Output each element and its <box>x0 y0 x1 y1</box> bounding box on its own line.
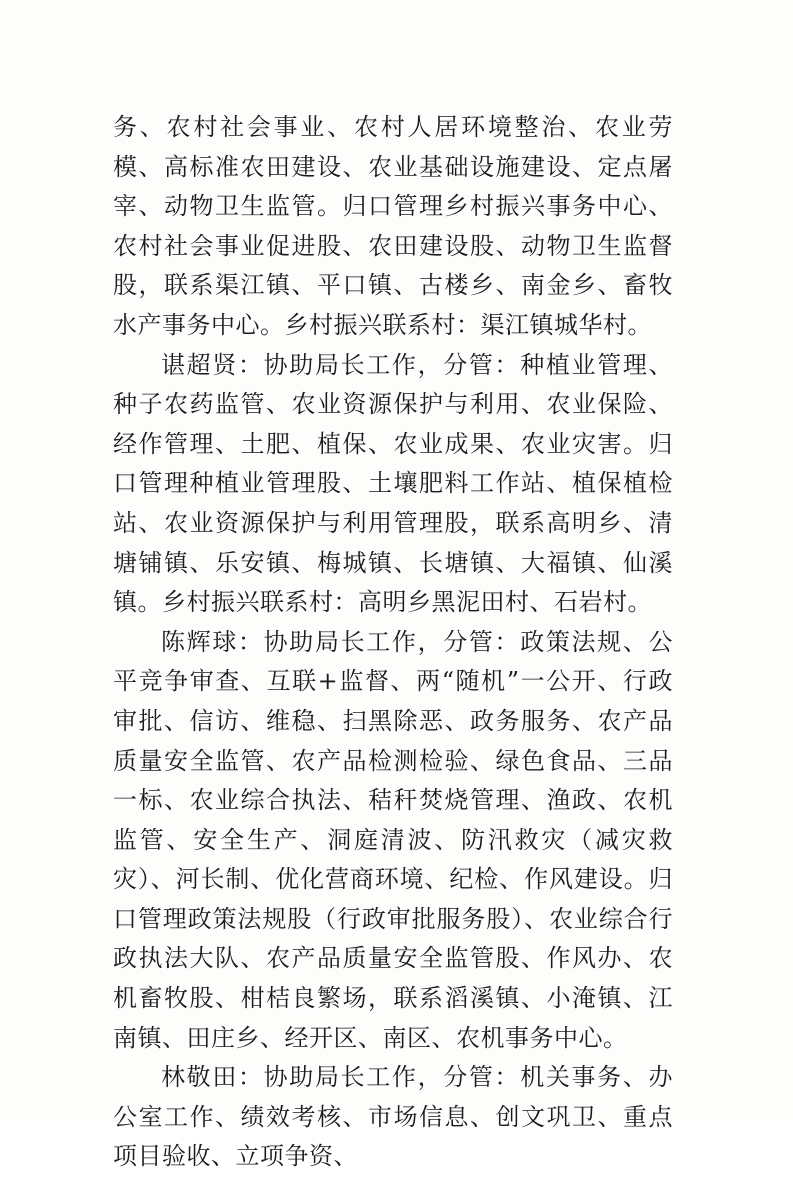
paragraph-chen-huiqiu: 陈辉球：协助局长工作，分管：政策法规、公平竞争审查、互联+监督、两“随机”一公开、行政审批、信访、维稳、扫黑除恶、政务服务、农产品质量安全监管、农产品检测检验、绿色食品、三品一标、农业综合执法、秸秆焚烧管理、渔政、农机监管、安全生产、洞庭清波、防汛救灾（减灾救灾）、河长制、优化营商环境、纪检、作风建设。归口管理政策法规股（行政审批服务股）、农业综合行政执法大队、农产品质量安全监管股、作风办、农机畜牧股、柑桔良繁场，联系滔溪镇、小淹镇、江南镇、田庄乡、经开区、南区、农机事务中心。 <box>113 627 673 1052</box>
paragraph-lin-jingtian: 林敬田：协助局长工作，分管：机关事务、办公室工作、绩效考核、市场信息、创文巩卫、重点项目验收、立项争资、 <box>113 1063 673 1171</box>
paragraph-continuation: 务、农村社会事业、农村人居环境整治、农业劳模、高标准农田建设、农业基础设施建设、定点屠宰、动物卫生监管。归口管理乡村振兴事务中心、农村社会事业促进股、农田建设股、动物卫生监督股，联系渠江镇、平口镇、古楼乡、南金乡、畜牧水产事务中心。乡村振兴联系村：渠江镇城华村。 <box>113 113 673 339</box>
document-body <box>113 108 673 1177</box>
paragraph-chen-chaoxian: 谌超贤：协助局长工作，分管：种植业管理、种子农药监管、农业资源保护与利用、农业保险、经作管理、土肥、植保、农业成果、农业灾害。归口管理种植业管理股、土壤肥料工作站、植保植检站、农业资源保护与利用管理股，联系高明乡、清塘铺镇、乐安镇、梅城镇、长塘镇、大福镇、仙溪镇。乡村振兴联系村：高明乡黑泥田村、石岩村。 <box>113 350 673 617</box>
